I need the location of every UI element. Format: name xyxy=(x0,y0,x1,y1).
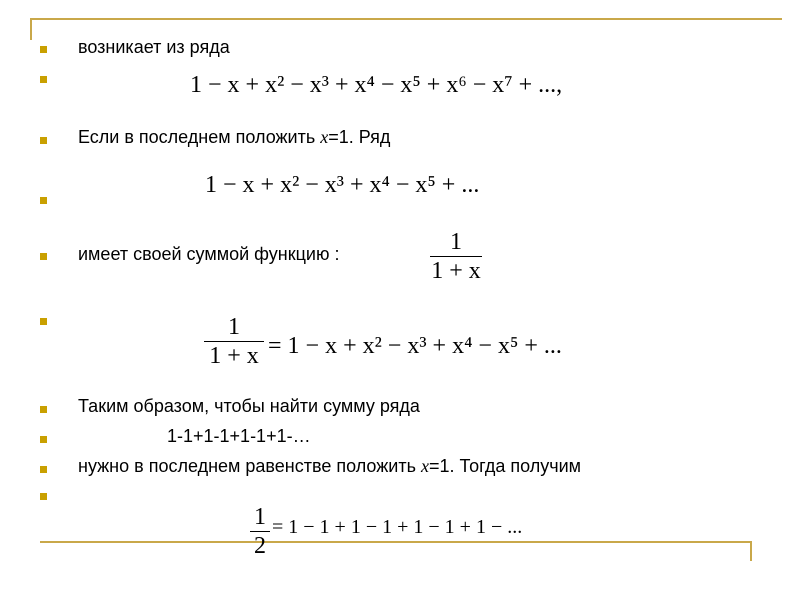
fraction-half: 1 2 xyxy=(250,503,270,560)
bullet-10 xyxy=(40,493,47,500)
fraction-identity: 1 1 + x xyxy=(204,313,264,370)
line-9: нужно в последнем равенстве положить x=1. Тогда получим xyxy=(78,456,582,476)
bottom-right-rule xyxy=(750,541,752,561)
series-formula-1: 1 − x + x² − x³ + x⁴ − x⁵ + x⁶ − x⁷ + ..., xyxy=(190,72,563,98)
half-rhs: = 1 − 1 + 1 − 1 + 1 − 1 + 1 − ... xyxy=(272,516,523,538)
line-8-series: 1-1+1-1+1-1+1-… xyxy=(167,426,311,446)
line-1: возникает из ряда xyxy=(78,37,230,57)
top-rule xyxy=(30,18,782,20)
bullet-4 xyxy=(40,197,47,204)
bullet-7 xyxy=(40,406,47,413)
bullet-3 xyxy=(40,137,47,144)
identity-rhs: = 1 − x + x² − x³ + x⁴ − x⁵ + ... xyxy=(268,333,562,359)
series-formula-2: 1 − x + x² − x³ + x⁴ − x⁵ + ... xyxy=(205,172,480,198)
bullet-5 xyxy=(40,253,47,260)
fraction-function: 1 1 + x xyxy=(431,229,481,284)
line-5: имеет своей суммой функцию : xyxy=(78,244,340,264)
bullet-2 xyxy=(40,76,47,83)
line-3: Если в последнем положить x=1. Ряд xyxy=(78,127,391,147)
bullet-8 xyxy=(40,436,47,443)
bullet-9 xyxy=(40,466,47,473)
top-left-rule xyxy=(30,18,32,40)
bottom-rule xyxy=(40,541,752,543)
line-7: Таким образом, чтобы найти сумму ряда xyxy=(78,396,420,416)
bullet-6 xyxy=(40,318,47,325)
bullet-1 xyxy=(40,46,47,53)
